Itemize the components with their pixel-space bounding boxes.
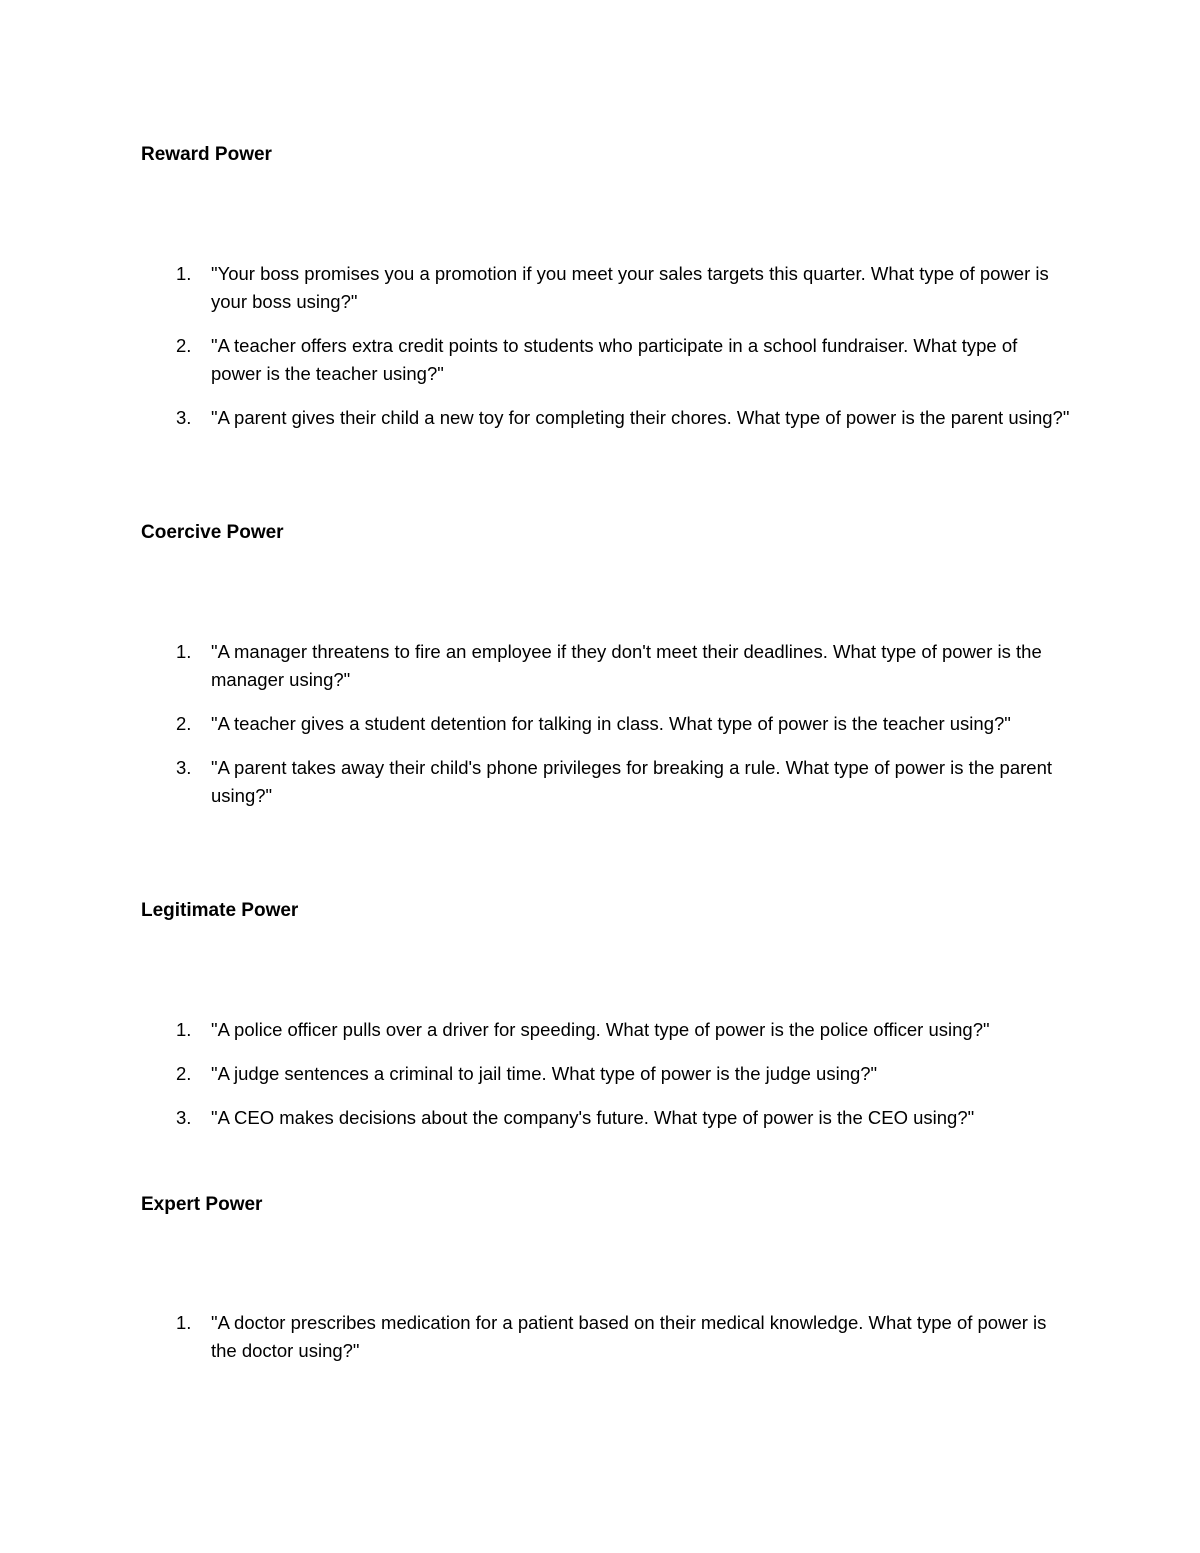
list-item — [0, 754, 1071, 810]
list-item-text: "A parent takes away their child's phone privileges for breaking a rule. What type of power is the parent using?" — [211, 757, 1053, 806]
list-item-text: "A judge sentences a criminal to jail time. What type of power is the judge using?" — [211, 1063, 878, 1084]
list-item-text: "A police officer pulls over a driver for speeding. What type of power is the police officer using?" — [211, 1019, 990, 1040]
list-item-number: 2. — [176, 335, 192, 356]
list-item-text: "A teacher offers extra credit points to students who participate in a school fundraiser. What type of power is the teacher using?" — [211, 335, 1018, 384]
question-list-coercive-power — [0, 638, 1200, 826]
list-item — [0, 404, 1071, 432]
question-list-reward-power — [0, 260, 1200, 448]
section-heading-legitimate-power: Legitimate Power — [141, 900, 299, 921]
list-item-number: 1. — [176, 641, 192, 662]
list-item-number: 1. — [176, 1312, 192, 1333]
section-heading-reward-power: Reward Power — [141, 144, 272, 165]
list-item-number: 3. — [176, 1107, 192, 1128]
list-item — [0, 1060, 1071, 1088]
list-item-number: 3. — [176, 407, 192, 428]
list-item — [0, 638, 1071, 694]
list-item-number: 1. — [176, 263, 192, 284]
list-item-number: 3. — [176, 757, 192, 778]
list-item-text: "A teacher gives a student detention for talking in class. What type of power is the teacher using?" — [211, 713, 1011, 734]
section-heading-coercive-power: Coercive Power — [141, 522, 284, 543]
section-heading-expert-power: Expert Power — [141, 1194, 263, 1215]
question-list-legitimate-power — [0, 1016, 1200, 1148]
list-item — [0, 710, 1071, 738]
question-list-expert-power — [0, 1309, 1200, 1381]
list-item-text: "A manager threatens to fire an employee if they don't meet their deadlines. What type of power is the manager using?" — [211, 641, 1042, 690]
list-item-number: 1. — [176, 1019, 192, 1040]
list-item — [0, 332, 1071, 388]
list-item-number: 2. — [176, 1063, 192, 1084]
list-item — [0, 260, 1071, 316]
list-item-number: 2. — [176, 713, 192, 734]
list-item-text: "Your boss promises you a promotion if you meet your sales targets this quarter. What type of power is your boss using?" — [211, 263, 1049, 312]
list-item-text: "A parent gives their child a new toy for completing their chores. What type of power is the parent using?" — [211, 407, 1070, 428]
list-item — [0, 1309, 1071, 1365]
list-item-text: "A doctor prescribes medication for a patient based on their medical knowledge. What type of power is the doctor using?" — [211, 1312, 1047, 1361]
list-item — [0, 1104, 1071, 1132]
list-item-text: "A CEO makes decisions about the company's future. What type of power is the CEO using?" — [211, 1107, 975, 1128]
list-item — [0, 1016, 1071, 1044]
